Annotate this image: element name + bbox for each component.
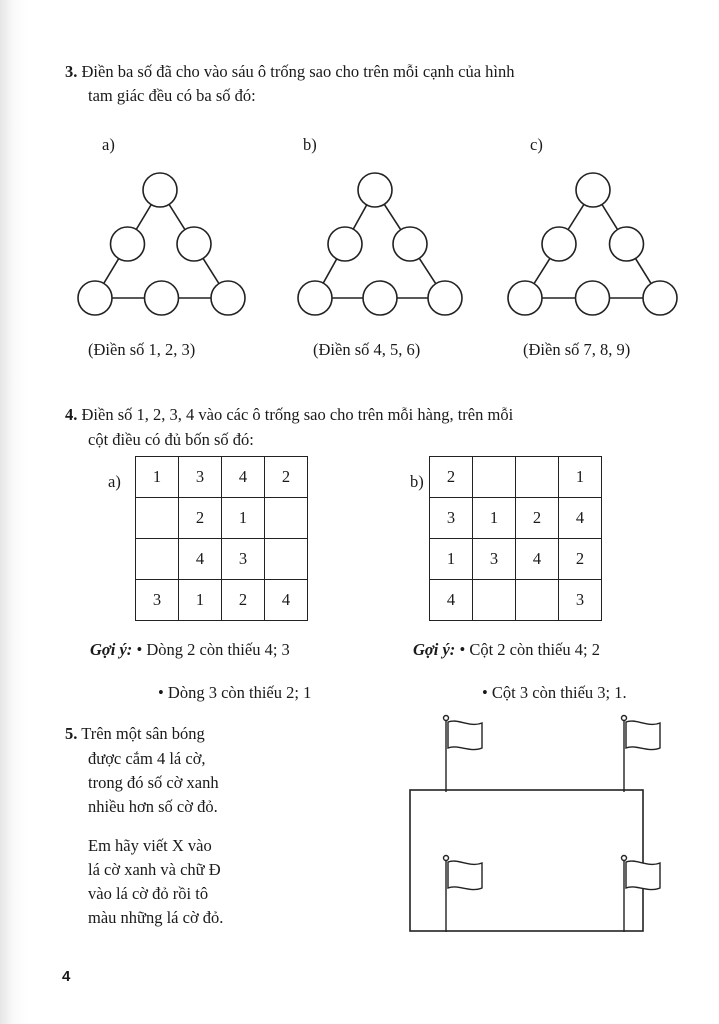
grid-cell: 3 (559, 580, 602, 621)
ex5-line2: được cắm 4 lá cờ, (88, 749, 206, 768)
ex5-line3: trong đó số cờ xanh (88, 773, 219, 792)
hint-a-2: • Dòng 3 còn thiếu 2; 1 (158, 683, 312, 702)
ex3-label-c: c) (530, 135, 543, 154)
grid-cell: 2 (222, 580, 265, 621)
grid-cell: 1 (559, 457, 602, 498)
grid-cell: 4 (222, 457, 265, 498)
grid-b-label: b) (410, 472, 424, 491)
grid-cell: 3 (430, 498, 473, 539)
hint-label: Gợi ý: (90, 640, 133, 659)
grid-cell: 4 (265, 580, 308, 621)
ex3-line2: tam giác đều có ba số đó: (88, 86, 256, 105)
flag-icon[interactable] (444, 856, 483, 933)
flag-icon[interactable] (622, 856, 661, 933)
ex3-label-a: a) (102, 135, 115, 154)
ex5-line6: lá cờ xanh và chữ Đ (88, 860, 221, 879)
flag-icon[interactable] (622, 716, 661, 793)
ex5-number: 5. (65, 724, 78, 743)
ex3-label-b: b) (303, 135, 317, 154)
grid-cell: 1 (179, 580, 222, 621)
grid-cell: 2 (516, 498, 559, 539)
grid-cell: 1 (222, 498, 265, 539)
grid-cell: 3 (473, 539, 516, 580)
ex3-caption-a: (Điền số 1, 2, 3) (88, 340, 196, 359)
ex3-caption-c: (Điền số 7, 8, 9) (523, 340, 631, 359)
grid-cell: 4 (179, 539, 222, 580)
grid-a-label: a) (108, 472, 121, 491)
grid-cell: 2 (179, 498, 222, 539)
grid-cell: 3 (179, 457, 222, 498)
page-number: 4 (62, 968, 71, 985)
ex4-number: 4. (65, 405, 78, 424)
grid-cell: 3 (136, 580, 179, 621)
hint-b-2: • Cột 3 còn thiếu 3; 1. (482, 683, 627, 702)
hint-text: • Cột 2 còn thiếu 4; 2 (459, 640, 600, 659)
ex3-caption-b: (Điền số 4, 5, 6) (313, 340, 421, 359)
grid-cell: 2 (559, 539, 602, 580)
ex3-number: 3. (65, 62, 78, 81)
grid-cell: 4 (516, 539, 559, 580)
grid-cell: 2 (430, 457, 473, 498)
grid-cell: 1 (430, 539, 473, 580)
ex4-text: Điền số 1, 2, 3, 4 vào các ô trống sao cho trên mỗi hàng, trên mỗi (81, 405, 514, 424)
flag-icon[interactable] (444, 716, 483, 793)
ex5-line4: nhiều hơn số cờ đỏ. (88, 797, 218, 816)
grid-cell: 1 (473, 498, 516, 539)
grid-cell: 2 (265, 457, 308, 498)
grid-cell: 4 (559, 498, 602, 539)
ex5-line7: vào lá cờ đỏ rồi tô (88, 884, 209, 903)
ex5-line8: màu những lá cờ đỏ. (88, 908, 224, 927)
ex3-text: Điền ba số đã cho vào sáu ô trống sao cho trên mỗi cạnh của hình (81, 62, 515, 81)
grid-cell: 4 (430, 580, 473, 621)
grid-cell: 1 (136, 457, 179, 498)
hint-text: • Dòng 2 còn thiếu 4; 3 (136, 640, 290, 659)
ex5-text: Trên một sân bóng (81, 724, 205, 743)
grid-cell: 3 (222, 539, 265, 580)
hint-label: Gợi ý: (413, 640, 456, 659)
ex4-line2: cột điều có đủ bốn số đó: (88, 430, 254, 449)
ex5-line5: Em hãy viết X vào (88, 836, 212, 855)
